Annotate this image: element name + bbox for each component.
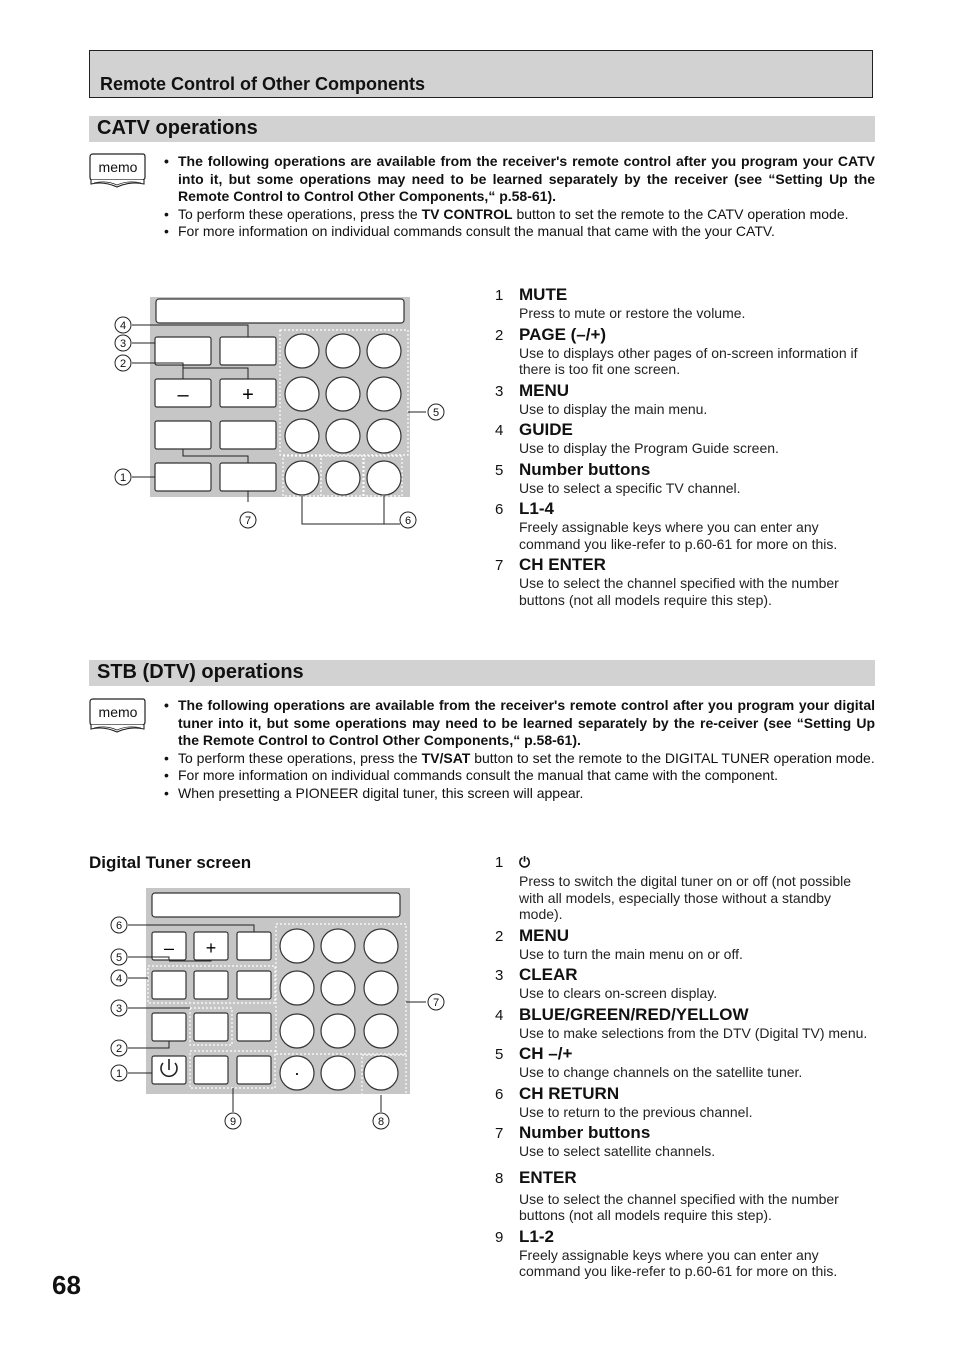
digital-tuner-screen-title: Digital Tuner screen — [89, 853, 252, 872]
item-number: 9 — [495, 1228, 504, 1246]
item-title: MENU — [519, 380, 570, 400]
item-title: L1-4 — [519, 499, 554, 518]
catv-notes — [164, 153, 875, 241]
catv-leader-6 — [302, 496, 384, 524]
catv-note-3: • For more information on individual commands consult the manual that came with the your CATV. — [164, 223, 875, 241]
item-number: 7 — [495, 1125, 504, 1142]
stb-clear-button[interactable] — [194, 1013, 228, 1041]
catv-guide-button[interactable] — [220, 337, 276, 365]
stb-display — [152, 893, 400, 917]
catv-number-button[interactable] — [285, 419, 319, 453]
item-title: Number buttons — [519, 459, 651, 479]
item-number: 2 — [495, 326, 504, 344]
catv-number-button[interactable] — [326, 461, 360, 495]
item-title: MUTE — [519, 285, 568, 304]
stb-number-button[interactable] — [321, 1056, 355, 1090]
catv-l4-button[interactable] — [367, 461, 401, 495]
stb-notes — [164, 697, 875, 802]
item-number: 3 — [495, 967, 504, 984]
stb-note-2-text-end: button to set the remote to the DIGITAL TUNER operation mode. — [470, 749, 875, 766]
item-title: GUIDE — [519, 420, 573, 439]
chapter-header — [89, 50, 873, 98]
stb-item — [495, 1123, 875, 1160]
stb-callout-7: 7 — [432, 997, 440, 1009]
item-title: L1-2 — [519, 1226, 554, 1246]
item-title: ENTER — [519, 1167, 577, 1187]
stb-dot-label: · — [294, 1063, 300, 1083]
stb-callout-4: 4 — [115, 973, 123, 985]
stb-item — [495, 852, 875, 923]
catv-callout-4: 4 — [119, 320, 127, 332]
stb-callout-6: 6 — [115, 920, 123, 932]
catv-callout-2: 2 — [119, 358, 127, 370]
item-number: 1 — [495, 287, 504, 304]
catv-item — [495, 380, 875, 418]
catv-item — [495, 459, 875, 497]
stb-item — [495, 925, 875, 963]
catv-mute-button[interactable] — [155, 463, 211, 491]
item-title: CH ENTER — [519, 555, 606, 574]
item-title: CLEAR — [519, 965, 578, 984]
stb-callout-2: 2 — [115, 1043, 123, 1055]
stb-number-button[interactable] — [280, 1014, 314, 1048]
item-desc: Press to switch the digital tuner on or off (not possible with all models, especially those without a standby mode). — [519, 873, 852, 922]
catv-number-button[interactable] — [367, 419, 401, 453]
catv-number-button[interactable] — [326, 334, 360, 368]
item-desc: Use to make selections from the DTV (Digital TV) menu. — [519, 1024, 868, 1041]
catv-item — [495, 324, 875, 378]
catv-menu-button[interactable] — [155, 337, 211, 365]
stb-remote-diagram — [100, 880, 460, 1140]
stb-number-button[interactable] — [364, 971, 398, 1005]
tv-control-label: TV CONTROL — [421, 205, 513, 222]
stb-red-button[interactable] — [237, 971, 271, 999]
item-desc: Use to change channels on the satellite tuner. — [519, 1064, 803, 1080]
catv-section-header — [89, 116, 875, 142]
item-desc: Freely assignable keys where you can enter any command you like-refer to p.60-61 for more on this. — [519, 1246, 838, 1279]
memo-icon — [88, 153, 146, 189]
catv-note-1: • The following operations are available from the receiver's remote control after you program your CATV into it, but some operations may need to be learned separately by the receiver (see “Setting Up the Remote Control to Control Other Components,“ p.58-61). — [164, 153, 875, 206]
stb-callout-5: 5 — [115, 952, 123, 964]
memo-label: memo — [98, 704, 138, 720]
catv-note-2-text: To perform these operations, press the — [178, 205, 422, 222]
stb-callout-1: 1 — [115, 1068, 123, 1080]
stb-yellow-button[interactable] — [237, 1013, 271, 1041]
item-desc: Use to select satellite channels. — [519, 1143, 716, 1159]
stb-callout-3: 3 — [115, 1003, 123, 1015]
item-number: 8 — [495, 1169, 504, 1187]
item-number: 4 — [495, 422, 504, 439]
item-number: 6 — [495, 501, 504, 518]
stb-note-1: • The following operations are available from the receiver's remote control after you program your digital tuner into it, but some operations may need to be learned separately by the re-ceiver (see “Setting Up the Remote Control to Control Other Components,“ p.58-61). — [164, 697, 875, 750]
catv-remote-diagram — [100, 290, 460, 540]
stb-number-button[interactable] — [364, 929, 398, 963]
stb-number-button[interactable] — [321, 1014, 355, 1048]
stb-green-button[interactable] — [194, 971, 228, 999]
item-number: 7 — [495, 557, 504, 574]
chapter-title: Remote Control of Other Components — [100, 74, 425, 94]
item-desc: Use to display the main menu. — [519, 400, 708, 417]
item-number: 4 — [495, 1006, 504, 1024]
stb-section-header — [89, 660, 875, 686]
stb-item — [495, 965, 875, 1002]
stb-item — [495, 1004, 875, 1042]
item-number: 3 — [495, 382, 504, 400]
item-title: CH –/+ — [519, 1044, 573, 1063]
item-title: BLUE/GREEN/RED/YELLOW — [519, 1004, 749, 1024]
stb-item — [495, 1083, 875, 1121]
stb-item — [495, 1167, 875, 1224]
stb-note-3: • For more information on individual commands consult the manual that came with the component. — [164, 767, 875, 785]
catv-callout-7: 7 — [244, 515, 252, 527]
stb-plus-label: + — [205, 938, 217, 958]
item-desc: Use to select a specific TV channel. — [519, 479, 741, 496]
memo-icon — [88, 698, 146, 734]
item-number: 6 — [495, 1085, 504, 1103]
item-desc: Use to return to the previous channel. — [519, 1103, 753, 1120]
stb-l1-button[interactable] — [194, 1056, 228, 1084]
stb-item-list — [495, 852, 875, 1283]
catv-display — [156, 299, 404, 323]
catv-item — [495, 285, 875, 322]
catv-item-list — [495, 285, 875, 611]
catv-callout-5: 5 — [432, 407, 440, 419]
catv-callout-3: 3 — [119, 338, 127, 350]
stb-number-button[interactable] — [364, 1014, 398, 1048]
catv-note-2-text-end: button to set the remote to the CATV operation mode. — [512, 205, 849, 222]
item-desc: Use to select the channel specified with the number buttons (not all models require this step). — [519, 1190, 839, 1223]
item-desc: Freely assignable keys where you can enter any command you like-refer to p.60-61 for more on this. — [519, 519, 838, 552]
stb-ch-return-button[interactable] — [237, 932, 271, 960]
item-number: 2 — [495, 927, 504, 945]
stb-blue-button[interactable] — [152, 971, 186, 999]
stb-minus-label: – — [163, 938, 175, 958]
stb-callout-9: 9 — [229, 1116, 237, 1128]
catv-number-button[interactable] — [367, 334, 401, 368]
stb-number-button[interactable] — [321, 929, 355, 963]
item-desc: Use to select the channel specified with the number buttons (not all models require this step). — [519, 575, 839, 608]
stb-menu-button[interactable] — [152, 1013, 186, 1041]
item-number: 1 — [495, 854, 504, 871]
catv-item — [495, 420, 875, 457]
memo-label: memo — [98, 159, 138, 175]
catv-l3-button[interactable] — [285, 461, 319, 495]
stb-number-button[interactable] — [280, 929, 314, 963]
page-number: 68 — [52, 1270, 81, 1300]
catv-callout-1: 1 — [119, 472, 127, 484]
catv-number-button[interactable] — [326, 419, 360, 453]
stb-item — [495, 1226, 875, 1280]
stb-l2-button[interactable] — [237, 1056, 271, 1084]
catv-l2-button[interactable] — [220, 421, 276, 449]
item-number: 5 — [495, 1046, 504, 1063]
catv-item — [495, 555, 875, 608]
stb-section-title: STB (DTV) operations — [97, 661, 304, 683]
item-desc: Use to display the Program Guide screen. — [519, 440, 779, 456]
catv-minus-label: – — [177, 384, 189, 406]
catv-plus-label: + — [242, 384, 254, 406]
stb-note-2 — [164, 750, 875, 768]
item-desc: Use to displays other pages of on-screen information if there is too fit one screen. — [519, 344, 858, 377]
item-title: PAGE (–/+) — [519, 324, 607, 344]
catv-callout-6: 6 — [404, 515, 412, 527]
item-desc: Press to mute or restore the volume. — [519, 305, 746, 321]
catv-item — [495, 499, 875, 552]
item-title: Number buttons — [519, 1123, 651, 1142]
stb-note-4: • When presetting a PIONEER digital tuner, this screen will appear. — [164, 785, 875, 803]
item-desc: Use to turn the main menu on or off. — [519, 945, 743, 962]
stb-note-2-text: To perform these operations, press the — [178, 749, 422, 766]
catv-l1-button[interactable] — [155, 421, 211, 449]
tv-sat-label: TV/SAT — [421, 749, 471, 766]
stb-number-button[interactable] — [280, 971, 314, 1005]
stb-item — [495, 1044, 875, 1081]
item-desc: Use to clears on-screen display. — [519, 985, 718, 1001]
catv-number-button[interactable] — [367, 377, 401, 411]
item-title: MENU — [519, 925, 570, 945]
item-title: CH RETURN — [519, 1083, 620, 1103]
catv-ch-enter-button[interactable] — [220, 463, 276, 491]
catv-number-button[interactable] — [285, 377, 319, 411]
power-symbol: ⏻ — [519, 855, 531, 871]
catv-number-button[interactable] — [285, 334, 319, 368]
catv-number-button[interactable] — [326, 377, 360, 411]
catv-note-2 — [164, 206, 875, 224]
item-number: 5 — [495, 461, 504, 479]
stb-callout-8: 8 — [377, 1116, 385, 1128]
stb-enter-button[interactable] — [364, 1056, 398, 1090]
catv-section-title: CATV operations — [97, 117, 258, 139]
stb-number-button[interactable] — [321, 971, 355, 1005]
